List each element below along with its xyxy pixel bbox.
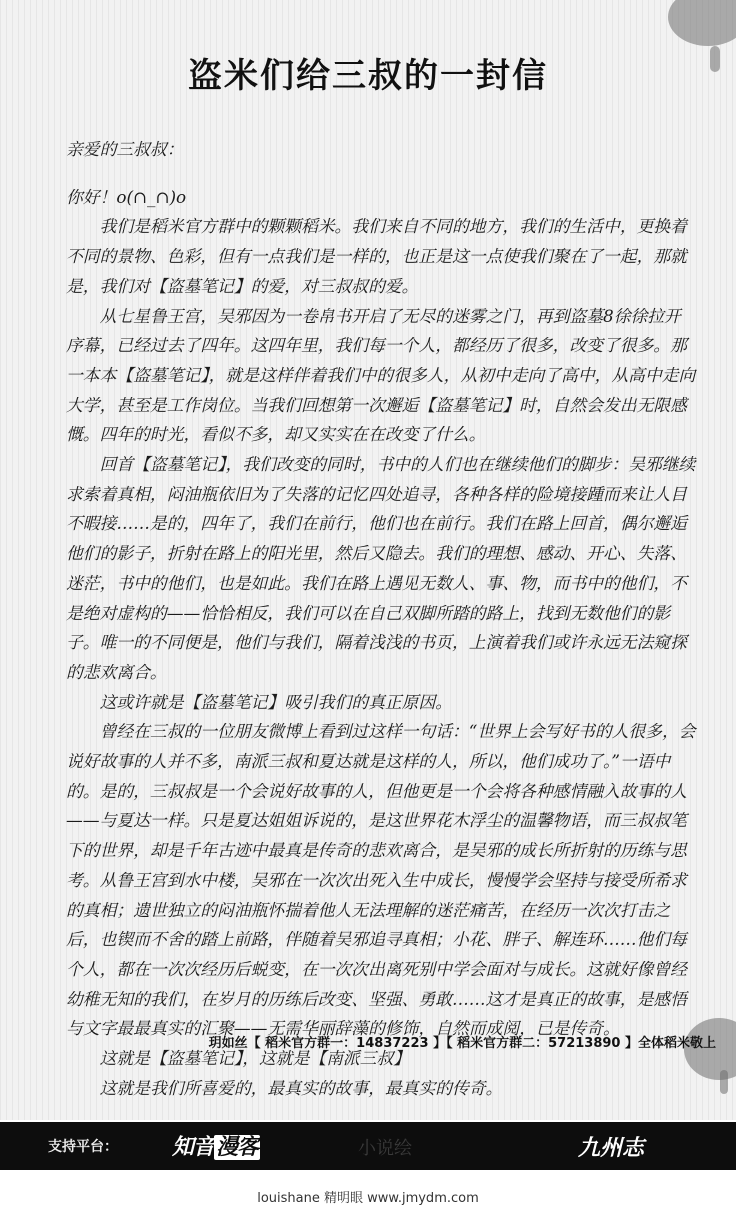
scan-watermark: louishane 精明眼 www.jmydm.com — [257, 1191, 479, 1206]
zhiyin-manke-logo — [172, 1130, 260, 1161]
paragraph-7: 这就是我们所喜爱的，最真实的故事，最真实的传奇。 — [99, 1077, 503, 1098]
support-platform-label: 支持平台： — [48, 1139, 118, 1155]
xiaoshuohui-logo: 小说绘 — [358, 1138, 412, 1159]
logo1-highlight: 漫客 — [216, 1135, 259, 1160]
paragraph-1: 我们是稻米官方群中的颗颗稻米。我们来自不同的地方，我们的生活中，更换着不同的景物、色彩，但有一点我们是一样的，也正是这一点使我们聚在了一起，那就是，我们对【盗墓笔记】的爱，对三叔叔的爱。 — [66, 216, 687, 296]
paragraph-6: 这就是【盗墓笔记】，这就是【南派三叔】 — [99, 1048, 411, 1069]
paragraph-4: 这或许就是【盗墓笔记】吸引我们的真正原因。 — [99, 691, 453, 712]
signature-line: 玥如丝【 稻米官方群一：14837223 】【 稻米官方群二：57213890 】全体稻米敬上 — [208, 1036, 716, 1051]
ink-stain-bottom-drip — [720, 1070, 728, 1094]
paragraph-5: 曾经在三叔的一位朋友微博上看到过这样一句话：“世界上会写好书的人很多，会说好故事的人并不多，南派三叔和夏达就是这样的人，所以，他们成功了。”一语中的。是的，三叔叔是一个会说好故事的人，但他更是一个会将各种感情融入故事的人——与夏达一样。只是夏达姐姐诉说的，是这世界花木浮尘的温馨物语，而三叔叔笔下的世界，却是千年古迹中最真是传奇的悲欢离合，是吴邪的成长所折射的历练与思考。从鲁王宫到水中楼，吴邪在一次次出死入生中成长，慢慢学会坚持与接受所希求的真相；遗世独立的闷油瓶怀揣着他人无法理解的迷茫痛苦，在经历一次次打击之后，也锲而不舍的踏上前路，伴随着吴邪追寻真相；小花、胖子、解连环……他们每个人，都在一次次经历后蜕变，在一次次出离死别中学会面对与成长。这就好像曾经幼稚无知的我们，在岁月的历练后改变、坚强、勇敢……这才是真正的故事，是感悟与文字最最真实的汇聚——无需华丽辞藻的修饰，自然而成阅，已是传奇。 — [66, 721, 696, 1039]
letter-body — [66, 135, 696, 1104]
letter-title: 盗米们给三叔的一封信 — [188, 56, 548, 96]
salutation: 亲爱的三叔叔： — [66, 139, 184, 159]
greeting: 你好！ο(∩_∩)ο — [66, 186, 187, 207]
ink-stain-top-right — [668, 0, 736, 46]
jiuzhouzhi-logo: 九州志 — [578, 1136, 645, 1161]
paragraph-3: 回首【盗墓笔记】，我们改变的同时，书中的人们也在继续他们的脚步：吴邪继续求索着真相，闷油瓶依旧为了失落的记忆四处追寻，各种各样的险境接踵而来让人目不暇接……是的，四年了，我们在前行，他们也在前行。我们在路上回首，偶尔邂逅他们的影子，折射在路上的阳光里，然后又隐去。我们的理想、感动、开心、失落、迷茫，书中的他们，也是如此。我们在路上遇见无数人、事、物，而书中的他们，不是绝对虚构的——恰恰相反，我们可以在自己双脚所踏的路上，找到无数他们的影子。唯一的不同便是，他们与我们，隔着浅浅的书页，上演着我们或许永远无法窥探的悲欢离合。 — [66, 454, 696, 682]
logo1-prefix: 知音 — [172, 1135, 215, 1160]
paragraph-2: 从七星鲁王宫，吴邪因为一卷帛书开启了无尽的迷雾之门，再到盗墓8徐徐拉开序幕，已经过去了四年。这四年里，我们每一个人，都经历了很多，改变了很多。那一本本【盗墓笔记】，就是这样伴着我们中的很多人，从初中走向了高中，从高中走向大学，甚至是工作岗位。当我们回想第一次邂逅【盗墓笔记】时，自然会发出无限感慨。四年的时光，看似不多，却又实实在在改变了什么。 — [66, 305, 696, 445]
sponsor-footer-bar — [0, 1122, 736, 1170]
